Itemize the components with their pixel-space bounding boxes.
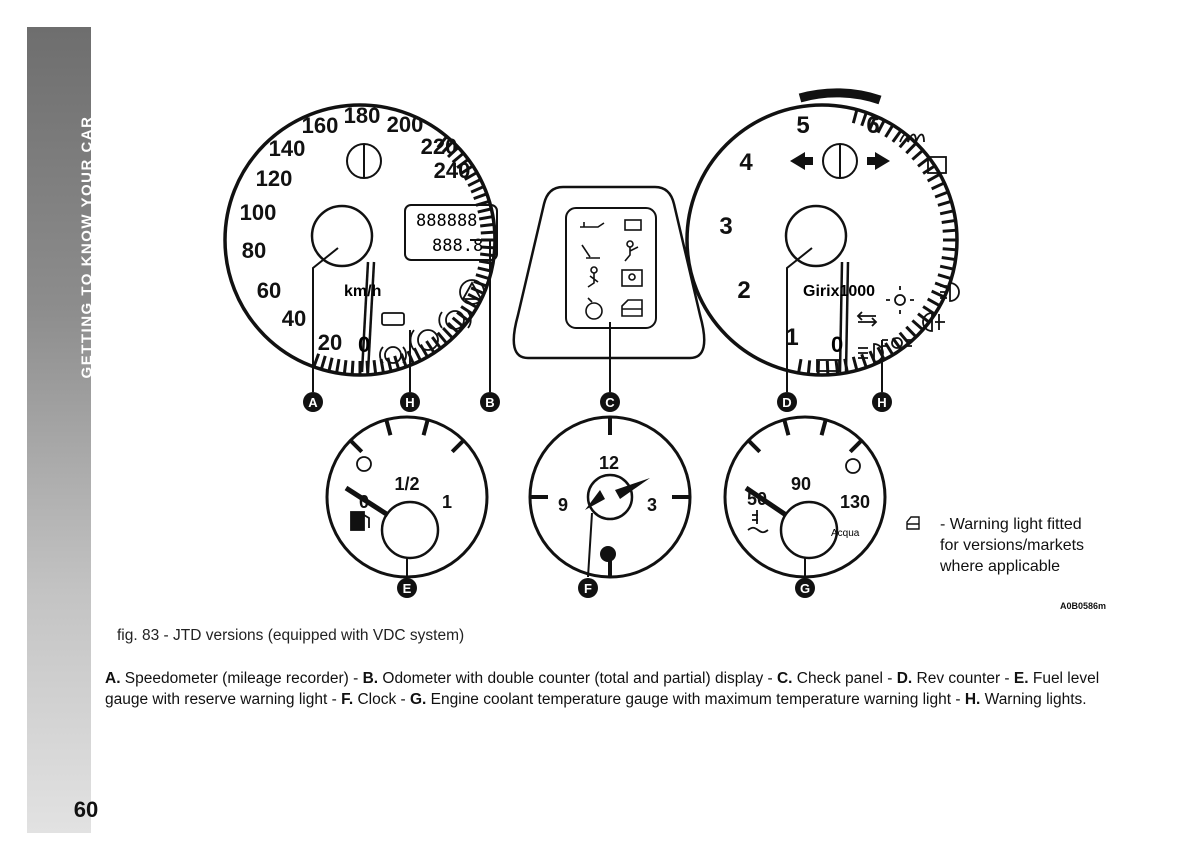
legend-text: Rev counter - bbox=[912, 670, 1014, 687]
rev-tick bbox=[935, 192, 948, 197]
fuel-reserve-light bbox=[357, 457, 371, 471]
speedometer-tick bbox=[471, 187, 484, 193]
rev-tick bbox=[808, 360, 809, 374]
speed-scale-label: 20 bbox=[317, 330, 343, 355]
rev-tick bbox=[906, 327, 916, 337]
speed-scale-label: 80 bbox=[241, 238, 267, 263]
temp-gauge-hub bbox=[781, 502, 837, 558]
speed-zero: 0 bbox=[358, 332, 371, 357]
rev-tick bbox=[942, 258, 956, 260]
legend-key: D. bbox=[896, 670, 913, 687]
fuel-scale-label: 1 bbox=[441, 492, 453, 512]
redline-band bbox=[800, 93, 880, 100]
rev-tick bbox=[943, 230, 957, 231]
speedometer-tick bbox=[374, 360, 376, 374]
speedometer-tick bbox=[476, 275, 489, 279]
door-icon bbox=[622, 300, 642, 316]
legend-text: Clock - bbox=[353, 691, 410, 708]
fuel-tick bbox=[452, 440, 463, 451]
rev-tick bbox=[940, 266, 954, 269]
fuel-gauge-hub bbox=[382, 502, 438, 558]
rev-scale-label: 5 bbox=[796, 112, 810, 139]
callout-c bbox=[600, 392, 620, 412]
seatbelt-warning-icon bbox=[582, 245, 600, 258]
rev-tick bbox=[827, 361, 828, 375]
speedometer-tick bbox=[443, 328, 453, 338]
svg-text:E: E bbox=[402, 581, 412, 596]
legend-key: B. bbox=[362, 670, 379, 687]
rev-tick bbox=[853, 110, 857, 124]
rev-tick bbox=[938, 275, 951, 279]
rev-counter-hub bbox=[786, 206, 846, 266]
svg-text:D: D bbox=[782, 395, 792, 410]
speedometer-tick bbox=[474, 194, 487, 199]
speed-scale-label: 40 bbox=[281, 306, 307, 331]
rev-unit: Girix1000 bbox=[803, 283, 876, 300]
rev-tick bbox=[928, 174, 940, 181]
rev-tick bbox=[943, 249, 957, 250]
rev-tick bbox=[928, 299, 940, 306]
temp-scale-label: 130 bbox=[839, 492, 871, 512]
rev-tick bbox=[862, 354, 867, 367]
rev-tick bbox=[938, 201, 951, 205]
rev-tick bbox=[932, 183, 945, 189]
clock-dot bbox=[600, 546, 616, 562]
callout-b bbox=[480, 392, 500, 412]
clock-scale-label: 9 bbox=[557, 495, 569, 515]
side-lights-icon bbox=[886, 286, 914, 314]
temp-tick bbox=[748, 440, 759, 451]
legend-text: Warning lights. bbox=[980, 691, 1087, 708]
rev-tick bbox=[940, 211, 954, 214]
callout-e bbox=[397, 578, 417, 598]
legend-key: G. bbox=[409, 691, 427, 708]
rev-scale-label: 4 bbox=[739, 149, 753, 176]
svg-text:A: A bbox=[308, 395, 318, 410]
speed-scale-label: 120 bbox=[255, 166, 293, 191]
leader-f bbox=[588, 513, 592, 577]
speed-scale-label: 200 bbox=[386, 112, 424, 137]
rev-tick bbox=[906, 143, 916, 153]
odometer-total: 888888 bbox=[416, 211, 478, 231]
legend-key: A. bbox=[105, 670, 121, 687]
rev-scale-label: 6 bbox=[866, 112, 880, 139]
svg-text:C: C bbox=[605, 395, 615, 410]
speedometer-tick bbox=[337, 359, 339, 373]
legend-text: Speedometer (mileage recorder) - bbox=[120, 670, 363, 687]
legend-key: E. bbox=[1013, 670, 1029, 687]
rev-tick bbox=[799, 359, 801, 373]
service-icon bbox=[586, 298, 602, 319]
speedometer-tick bbox=[478, 209, 492, 212]
fuel-tick bbox=[350, 440, 361, 451]
speed-scale-label: 180 bbox=[343, 103, 381, 128]
seatbelt-icon bbox=[588, 267, 598, 287]
temp-scale-label: 90 bbox=[790, 474, 812, 494]
rev-tick bbox=[942, 220, 956, 222]
rev-scale-label: 1 bbox=[785, 324, 799, 351]
speedometer-tick bbox=[426, 341, 434, 353]
fuel-tick bbox=[386, 420, 390, 435]
engine-icon bbox=[382, 313, 404, 325]
speed-scale-label: 100 bbox=[239, 200, 277, 225]
fuel-pump-icon bbox=[351, 512, 369, 530]
legend-text: Fuel level gauge with reserve warning light - bbox=[105, 670, 1100, 708]
fuel-scale-label: 1/2 bbox=[394, 474, 420, 494]
speedometer-tick bbox=[352, 361, 353, 375]
svg-text:B: B bbox=[485, 395, 495, 410]
rev-needle-back bbox=[846, 262, 848, 372]
rev-zero: 0 bbox=[831, 332, 844, 357]
coolant-icon bbox=[748, 510, 768, 532]
passenger-airbag-icon bbox=[622, 270, 642, 286]
speedometer-tick bbox=[329, 358, 332, 372]
svg-text:H: H bbox=[405, 395, 415, 410]
rev-tick bbox=[853, 357, 857, 371]
battery-icon bbox=[625, 220, 641, 230]
legend-text: Engine coolant temperature gauge with maximum temperature warning light - bbox=[426, 691, 965, 708]
door-open-icon bbox=[905, 516, 921, 530]
figure-legend bbox=[105, 668, 1105, 710]
temp-scale-label: 50 bbox=[746, 489, 768, 509]
speedometer-tick bbox=[481, 232, 495, 233]
callout-h bbox=[400, 392, 420, 412]
legend-key: H. bbox=[964, 691, 981, 708]
figure-caption: fig. 83 - JTD versions (equipped with VDC system) bbox=[117, 627, 465, 644]
rev-tick bbox=[836, 360, 838, 374]
oil-pressure-icon bbox=[580, 222, 604, 227]
speedometer-tick bbox=[438, 333, 447, 344]
rev-tick bbox=[912, 150, 922, 159]
odometer-trip: 888.8 bbox=[432, 236, 484, 256]
temp-warning-light bbox=[846, 459, 860, 473]
reference-code: A0B0586m bbox=[1060, 601, 1107, 611]
legend-key: C. bbox=[776, 670, 793, 687]
fuel-tick bbox=[424, 420, 428, 435]
speedometer-tick bbox=[461, 306, 473, 314]
speed-scale-label: 220 bbox=[420, 134, 458, 159]
svg-text:G: G bbox=[799, 581, 811, 596]
temp-tick bbox=[850, 440, 861, 451]
speedometer-tick bbox=[321, 356, 325, 369]
speedometer-tick bbox=[314, 354, 319, 367]
clock-scale-label: 12 bbox=[598, 453, 620, 473]
callout-h bbox=[872, 392, 892, 412]
speedometer-hub bbox=[312, 206, 372, 266]
rev-tick bbox=[912, 320, 922, 329]
rev-tick bbox=[886, 125, 893, 137]
speed-unit: km/h bbox=[344, 283, 382, 300]
speedometer-tick bbox=[479, 217, 493, 219]
callout-a bbox=[303, 392, 323, 412]
temp-tick bbox=[822, 420, 826, 435]
callout-g bbox=[795, 578, 815, 598]
speed-scale-label: 140 bbox=[268, 136, 306, 161]
speedometer-tick bbox=[480, 224, 494, 226]
speed-scale-label: 160 bbox=[301, 113, 339, 138]
fuel-scale-label: 0 bbox=[358, 492, 370, 512]
rev-scale-label: 3 bbox=[719, 213, 733, 240]
clock-hub bbox=[588, 475, 632, 519]
legend-text: Check panel - bbox=[792, 670, 897, 687]
high-beam-icon bbox=[940, 283, 959, 301]
legend-key: F. bbox=[341, 691, 354, 708]
speedometer-tick bbox=[414, 348, 420, 361]
temp-label: Acqua bbox=[831, 528, 860, 539]
callout-f bbox=[578, 578, 598, 598]
clock-scale-label: 3 bbox=[646, 495, 658, 515]
callout-d bbox=[777, 392, 797, 412]
speed-scale-label: 60 bbox=[256, 278, 282, 303]
rev-counter-dial bbox=[687, 105, 957, 375]
trailer-icon bbox=[858, 312, 876, 326]
temp-tick bbox=[784, 420, 788, 435]
rev-scale-label: 2 bbox=[737, 277, 751, 304]
speedometer-tick bbox=[388, 358, 391, 372]
legend-text: Odometer with double counter (total and partial) display - bbox=[378, 670, 777, 687]
airbag-icon bbox=[625, 241, 638, 261]
speed-scale-label: 240 bbox=[433, 158, 471, 183]
svg-text:F: F bbox=[584, 581, 592, 596]
note-text: - Warning light fitted for versions/markets where applicable bbox=[940, 516, 1085, 575]
svg-text:H: H bbox=[877, 395, 887, 410]
page-number: 60 bbox=[73, 797, 99, 822]
speedometer-tick bbox=[344, 360, 346, 374]
section-title: GETTING TO KNOW YOUR CAR bbox=[78, 115, 96, 379]
